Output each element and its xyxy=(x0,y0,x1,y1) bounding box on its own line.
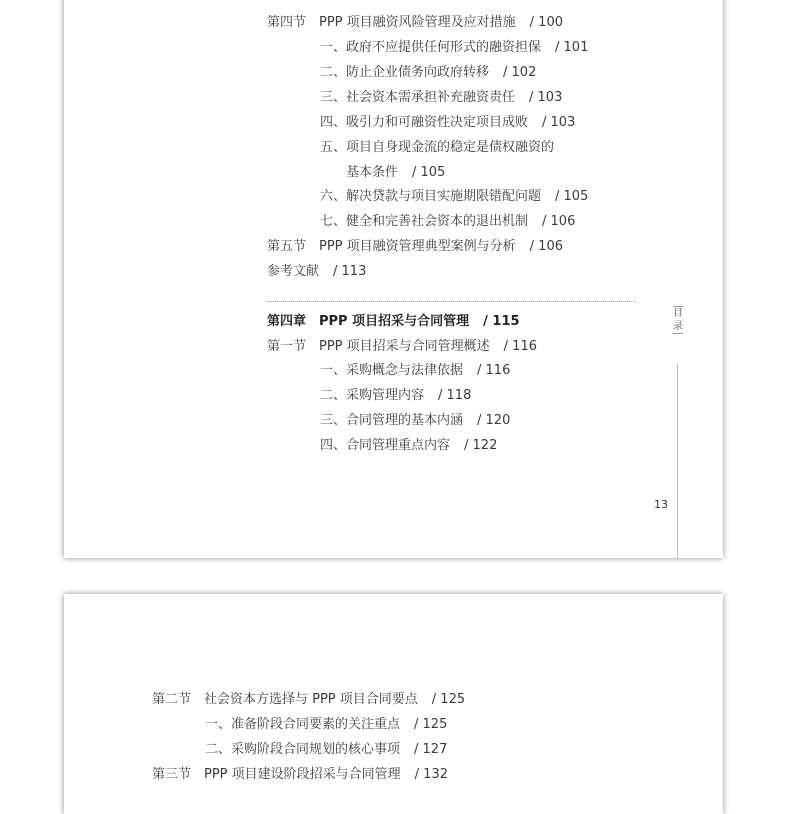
toc-entry: 二、采购管理内容 / 118 xyxy=(320,388,472,403)
toc-page-13 xyxy=(64,0,723,558)
toc-page-14 xyxy=(64,594,723,814)
toc-entry: 七、健全和完善社会资本的退出机制 / 106 xyxy=(320,214,576,229)
toc-section: 第三节 PPP 项目建设阶段招采与合同管理 / 132 xyxy=(152,767,448,782)
toc-references: 参考文献 / 113 xyxy=(267,264,367,279)
toc-side-label: 目 录 xyxy=(673,308,683,332)
toc-entry: 四、合同管理重点内容 / 122 xyxy=(320,438,498,453)
chapter-divider xyxy=(267,301,636,302)
toc-section: 第五节 PPP 项目融资管理典型案例与分析 / 106 xyxy=(267,239,563,254)
toc-entry: 三、社会资本需承担补充融资责任 / 103 xyxy=(320,90,563,105)
toc-entry: 一、政府不应提供任何形式的融资担保 / 101 xyxy=(320,40,589,55)
toc-entry: 二、防止企业债务向政府转移 / 102 xyxy=(320,65,537,80)
toc-section: 第一节 PPP 项目招采与合同管理概述 / 116 xyxy=(267,339,537,354)
toc-entry: 四、吸引力和可融资性决定项目成败 / 103 xyxy=(320,115,576,130)
toc-entry-continuation: 基本条件 / 105 xyxy=(346,165,446,180)
margin-rule xyxy=(677,364,678,558)
toc-section: 第四节 PPP 项目融资风险管理及应对措施 / 100 xyxy=(267,15,563,30)
toc-entry: 三、合同管理的基本内涵 / 120 xyxy=(320,413,511,428)
page-number: 13 xyxy=(654,498,668,511)
toc-chapter: 第四章 PPP 项目招采与合同管理 / 115 xyxy=(267,314,520,329)
toc-entry: 二、采购阶段合同规划的核心事项 / 127 xyxy=(205,742,448,757)
toc-entry: 一、准备阶段合同要素的关注重点 / 125 xyxy=(205,717,448,732)
toc-entry: 六、解决贷款与项目实施期限错配问题 / 105 xyxy=(320,189,589,204)
toc-entry: 一、采购概念与法律依据 / 116 xyxy=(320,363,511,378)
toc-section: 第二节 社会资本方选择与 PPP 项目合同要点 / 125 xyxy=(152,692,466,707)
toc-entry: 五、项目自身现金流的稳定是债权融资的 xyxy=(320,140,555,155)
